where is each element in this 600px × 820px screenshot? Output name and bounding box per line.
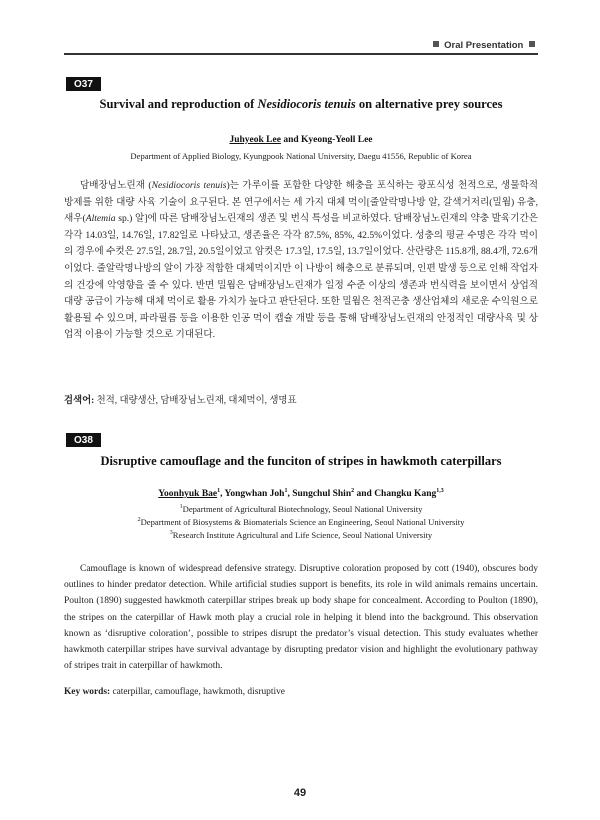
- title-text: Survival and reproduction of: [99, 97, 258, 111]
- affiliation-marker: 2: [137, 517, 141, 523]
- keywords-list: 천적, 대량생산, 담배장님노린재, 대체먹이, 생명표: [94, 396, 297, 406]
- author-list: [64, 135, 538, 145]
- affiliation-text: Research Institute Agricultural and Life Science, Seoul National University: [172, 530, 433, 540]
- abstract-id-badge: O38: [66, 433, 101, 447]
- square-bullet-icon: [529, 41, 535, 47]
- author-separator: ,: [220, 489, 225, 499]
- keywords-list: caterpillar, camouflage, hawkmoth, disruptive: [110, 687, 285, 697]
- author-separator: and: [354, 489, 375, 499]
- abstract-body: Camouflage is known of widespread defensive strategy. Disruptive coloration proposed by cott (1940), obscures body outlines to hinder predator detection. While artificial studies support is benefits, its role in wild animals remains uncertain. Poulton (1890) suggested hawkmoth caterpillar stripes break up body shape for concealment. According to Poulton (1890), the stripes on the caterpillar of Hawk moth play a crucial role in helping it blend into the background. This observation known as ‘disruptive coloration’, possible to stripes disrupt the predator’s visual detection. This study evaluates whether hawkmoth caterpillar stripes have survival advantage by disrupting predator vision and highlight the evolutionary pathway of stripes trait in caterpillar of hawkmoth.: [64, 564, 538, 672]
- affiliation: [64, 516, 538, 529]
- abstract-text: )는 가루이를 포함한 다양한 해충을 포식하는 광포식성 천적으로, 생물학적 방제를 위한 대량 사육 기술이 요구된다. 본 연구에서는 세 가지 대체 먹이[줄알락명나방 알, 갈색거저리(밀웜) 유충, 새우(: [64, 180, 539, 225]
- section-label: Oral Presentation: [444, 40, 524, 51]
- page-number: 49: [293, 787, 307, 799]
- author-separator: ,: [287, 489, 293, 499]
- square-bullet-icon: [433, 41, 439, 47]
- author-name: Changku Kang: [374, 489, 437, 499]
- keywords: [64, 687, 538, 697]
- author-name: Yongwhan Joh: [224, 489, 285, 499]
- affiliation-marker: 1: [179, 504, 183, 510]
- affiliation-marker: 1,3: [436, 488, 444, 494]
- title-text: on alternative prey sources: [355, 97, 503, 111]
- author-name: Sungchul Shin: [292, 489, 352, 499]
- affiliation-marker: 1: [217, 488, 221, 494]
- abstract-text: 담배장님노린재 (: [80, 180, 152, 191]
- running-header: [64, 40, 538, 51]
- affiliation-text: Department of Biosystems & Biomaterials Science an Engineering, Seoul National University: [140, 517, 465, 527]
- author-list: [64, 489, 538, 499]
- species-name: Nesidiocoris tenuis: [151, 180, 227, 191]
- affiliation: [64, 503, 538, 516]
- abstract-title: [64, 97, 538, 112]
- header-rule: [64, 53, 538, 55]
- title-species: Nesidiocoris tenuis: [257, 97, 356, 111]
- keywords-label: 검색어:: [64, 396, 95, 406]
- affiliation-marker: 1: [284, 488, 288, 494]
- species-name: Altemia: [85, 213, 116, 225]
- abstract-body: [64, 178, 538, 344]
- affiliation: [64, 529, 538, 542]
- abstract-text: sp.) 알]에 따른 담배장님노린재의 생존 및 번식 특성을 비교하였다. 담배장님노린재의 약충 발육기간은 각각 14.03일, 14.76일, 17.82일로 나타났고, 생존율은 각각 87.5%, 85%, 42.5%이었다. 성충의 평균 수명은 각각 먹이의 경우에 수컷은 27.5일, 28.7일, 20.5일이었고 암컷은 17.3일, 17.5일, 13.7일이었다. 산란량은 115.8개, 88.4개, 72.6개이었다. 줄알락명나방의 알이 가장 적합한 대체먹이지만 이 나방이 해충으로 분류되며, 인편 발생 등으로 인해 작업자의 건강에 악영향을 줄 수 있다. 반면 밀웜은 담배장님노린재가 일정 수준 이상의 생존과 번식력을 보이면서 상업적 대량 공급이 가능해 대체 먹이로 활용 가치가 높다고 판단된다. 또한 밀웜은 천적곤충 생산업체의 새로운 수익원으로 활용될 수 있으며, 파라필름 등을 이용한 인공 먹이 캡슐 개발 등을 통해 담배장님노린재의 안정적인 대량사육 및 상업적 이용이 가능할 것으로 기대된다.: [64, 213, 538, 341]
- abstract-title: Disruptive camouflage and the funciton of stripes in hawkmoth caterpillars: [100, 454, 502, 468]
- affiliation-marker: 3: [169, 530, 173, 536]
- co-authors: and Kyeong-Yeoll Lee: [280, 135, 373, 145]
- affiliation-text: Department of Agricultural Biotechnology, Seoul National University: [182, 504, 423, 514]
- keywords-label: Key words:: [64, 687, 111, 697]
- affiliation-list: [64, 503, 538, 542]
- keywords: [64, 392, 538, 406]
- affiliation: Department of Applied Biology, Kyungpook National University, Daegu 41556, Republic of Korea: [130, 151, 472, 161]
- presenting-author: Yoonhyuk Bae: [158, 489, 218, 499]
- abstract-id-badge: O37: [66, 77, 101, 91]
- affiliation-marker: 2: [351, 488, 355, 494]
- presenting-author: Juhyeok Lee: [229, 135, 281, 145]
